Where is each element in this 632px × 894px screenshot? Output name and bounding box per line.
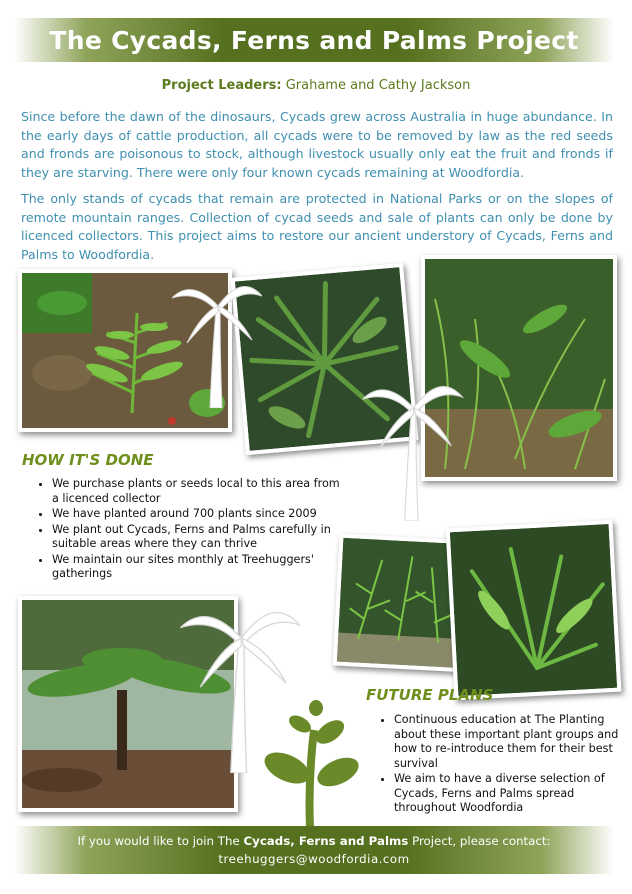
how-list	[36, 477, 342, 583]
intro-paragraph-1: Since before the dawn of the dinosaurs, Cycads grew across Australia in huge abundance. In the early days of cattle production, all cycads were to be removed by law as the red seeds and fronds are poisonous to stock, although livestock usually only eat the fruit and fronds if they are starving. There were only four known cycads remaining at Woodfordia.	[21, 109, 613, 180]
sprout-icon	[262, 700, 362, 828]
list-item: • We aim to have a diverse selection of Cycads, Ferns and Palms spread throughout Woodfordia	[394, 772, 629, 816]
leaders-names: Grahame and Cathy Jackson	[285, 78, 471, 93]
list-item: • We purchase plants or seeds local to this area from a licenced collector	[52, 477, 342, 506]
contact-footer	[14, 826, 614, 874]
list-item: • Continuous education at The Planting about these important plant groups and how to re-introduce them for their best survival	[394, 713, 629, 771]
list-item: • We maintain our sites monthly at Treehuggers' gatherings	[52, 553, 342, 582]
contact-line	[14, 834, 614, 848]
contact-suffix: Project, please contact:	[412, 834, 551, 848]
leaders-label: Project Leaders:	[161, 78, 282, 93]
list-item: • We plant out Cycads, Ferns and Palms carefully in suitable areas where they can thrive	[52, 523, 342, 552]
title-banner	[14, 18, 614, 62]
contact-prefix: If you would like to join The	[77, 834, 240, 848]
future-plans-heading: FUTURE PLANS	[366, 686, 494, 704]
project-leaders	[0, 78, 632, 93]
palm-silhouette-icon	[172, 268, 262, 408]
list-item: • We have planted around 700 plants since 2009	[52, 507, 342, 522]
contact-project-name: Cycads, Ferns and Palms	[243, 834, 409, 848]
cycad-photo-3	[446, 520, 622, 701]
palm-silhouette-icon	[355, 366, 470, 521]
future-list	[378, 713, 629, 817]
contact-email-link[interactable]: treehuggers@woodfordia.com	[218, 852, 410, 866]
intro-paragraph-2: The only stands of cycads that remain are protected in National Parks or on the slopes of remote mountain ranges. Collection of cycad seeds and sale of plants can only be done by licenced collectors. This project aims to restore our ancient understory of Cycads, Ferns and Palms to Woodfordia.	[21, 191, 613, 262]
how-its-done-heading: HOW IT'S DONE	[22, 451, 154, 469]
page-title: The Cycads, Ferns and Palms Project	[49, 25, 579, 55]
